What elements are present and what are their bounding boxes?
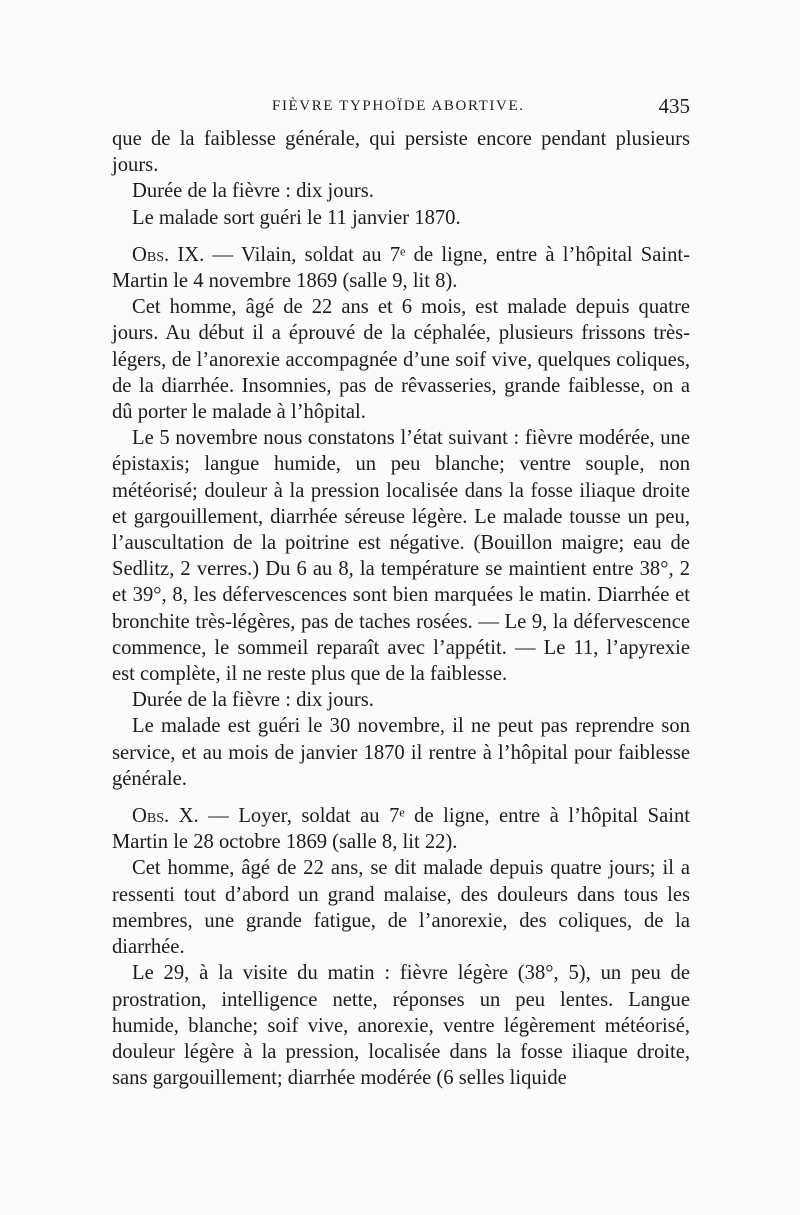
- page-header: [112, 96, 690, 120]
- paragraph-examination: Le 29, à la visite du matin : fièvre légère (38°, 5), un peu de prostration, intelligence nette, réponses un peu lentes. Langue humide, blanche; soif vive, anorexie, ventre légèrement météorisé, douleur légère à la pression, localisée dans la fosse iliaque droite, sans gargouillement; diarrhée modérée (6 selles liquide: [112, 962, 690, 1090]
- body-text: [112, 126, 690, 1091]
- observation-heading-x: Obs. X. — Loyer, soldat au 7ᵉ de ligne, entre à l’hôpital Saint Martin le 28 octobre 1869 (salle 8, lit 22).: [112, 805, 690, 854]
- paragraph-history: Cet homme, âgé de 22 ans et 6 mois, est malade depuis quatre jours. Au début il a éprouvé de la céphalée, plusieurs frissons très-légers, de l’anorexie accompagnée d’une soif vive, quelques coliques, de la diarrhée. Insomnies, pas de rêvasseries, grande faiblesse, on a dû porter le malade à l’hôpital.: [112, 296, 690, 424]
- paragraph-discharge: Le malade sort guéri le 11 janvier 1870.: [132, 206, 461, 229]
- page-number: 435: [658, 94, 690, 118]
- paragraph-examination: Le 5 novembre nous constatons l’état suivant : fièvre modérée, une épistaxis; langue humide, un peu blanche; ventre souple, non météorisé; douleur à la pression localisée dans la fosse iliaque droite et gargouillement, diarrhée séreuse légère. Le malade tousse un peu, l’auscultation de la poitrine est négative. (Bouillon maigre; eau de Sedlitz, 2 verres.) Du 6 au 8, la température se maintient entre 38°, 2 et 39°, 8, les défervescences sont bien marquées le matin. Diarrhée et bronchite très-légères, pas de taches rosées. — Le 9, la défervescence commence, le sommeil reparaît avec l’appétit. — Le 11, l’apyrexie est complète, il ne reste plus que de la faiblesse.: [112, 427, 690, 686]
- observation-label: Obs. IX.: [132, 243, 205, 266]
- paragraph-fever-duration: Durée de la fièvre : dix jours.: [132, 180, 374, 203]
- observation-label: Obs. X.: [132, 805, 199, 828]
- paragraph-outcome: Le malade est guéri le 30 novembre, il ne peut pas reprendre son service, et au mois de janvier 1870 il rentre à l’hôpital pour faiblesse générale.: [112, 715, 690, 790]
- running-title: FIÈVRE TYPHOÏDE ABORTIVE.: [272, 98, 525, 114]
- paragraph-fever-duration: Durée de la fièvre : dix jours.: [132, 689, 374, 712]
- paragraph-history: Cet homme, âgé de 22 ans, se dit malade depuis quatre jours; il a ressenti tout d’abord un grand malaise, des douleurs dans tous les membres, une grande fatigue, de l’anorexie, des coliques, de la diarrhée.: [112, 857, 690, 959]
- paragraph-continuation: que de la faiblesse générale, qui persiste encore pendant plusieurs jours.: [112, 128, 690, 177]
- observation-heading-ix: Obs. IX. — Vilain, soldat au 7ᵉ de ligne, entre à l’hôpital Saint-Martin le 4 novembre 1869 (salle 9, lit 8).: [112, 243, 691, 293]
